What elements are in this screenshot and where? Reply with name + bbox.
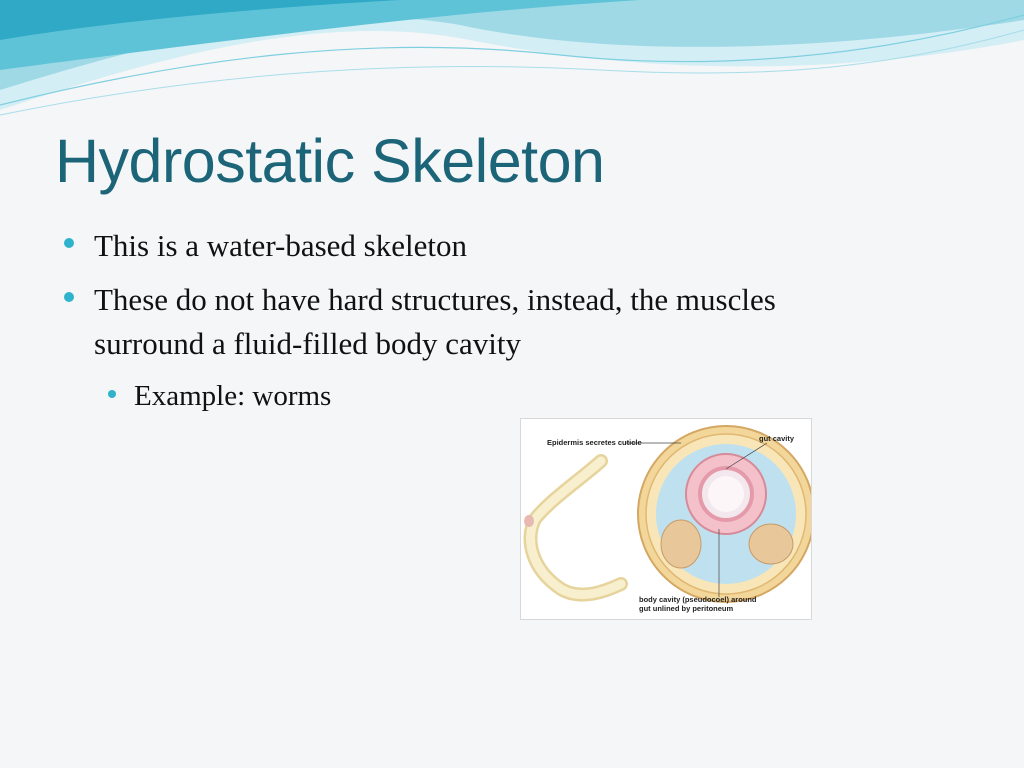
body-cavity-label-line1: body cavity (pseudocoel) around [639,595,757,604]
worm-cross-section-figure [520,418,812,620]
slide-title: Hydrostatic Skeleton [55,127,605,195]
epidermis-label: Epidermis secretes cuticle [547,438,642,447]
gut-cavity-label: gut cavity [759,434,795,443]
bullet-marker [64,238,74,248]
body-cavity-label-line2: gut unlined by peritoneum [639,604,734,613]
bullet-item: These do not have hard structures, instead, the muscles surround a fluid-filled body cavity [94,282,776,361]
header-wave-decoration [0,0,1024,130]
bullet-item: This is a water-based skeleton [94,228,467,263]
sub-bullet-item: Example: worms [134,380,332,412]
worm-illustration [521,419,811,619]
sub-bullet-marker [108,390,116,398]
bullet-marker [64,292,74,302]
